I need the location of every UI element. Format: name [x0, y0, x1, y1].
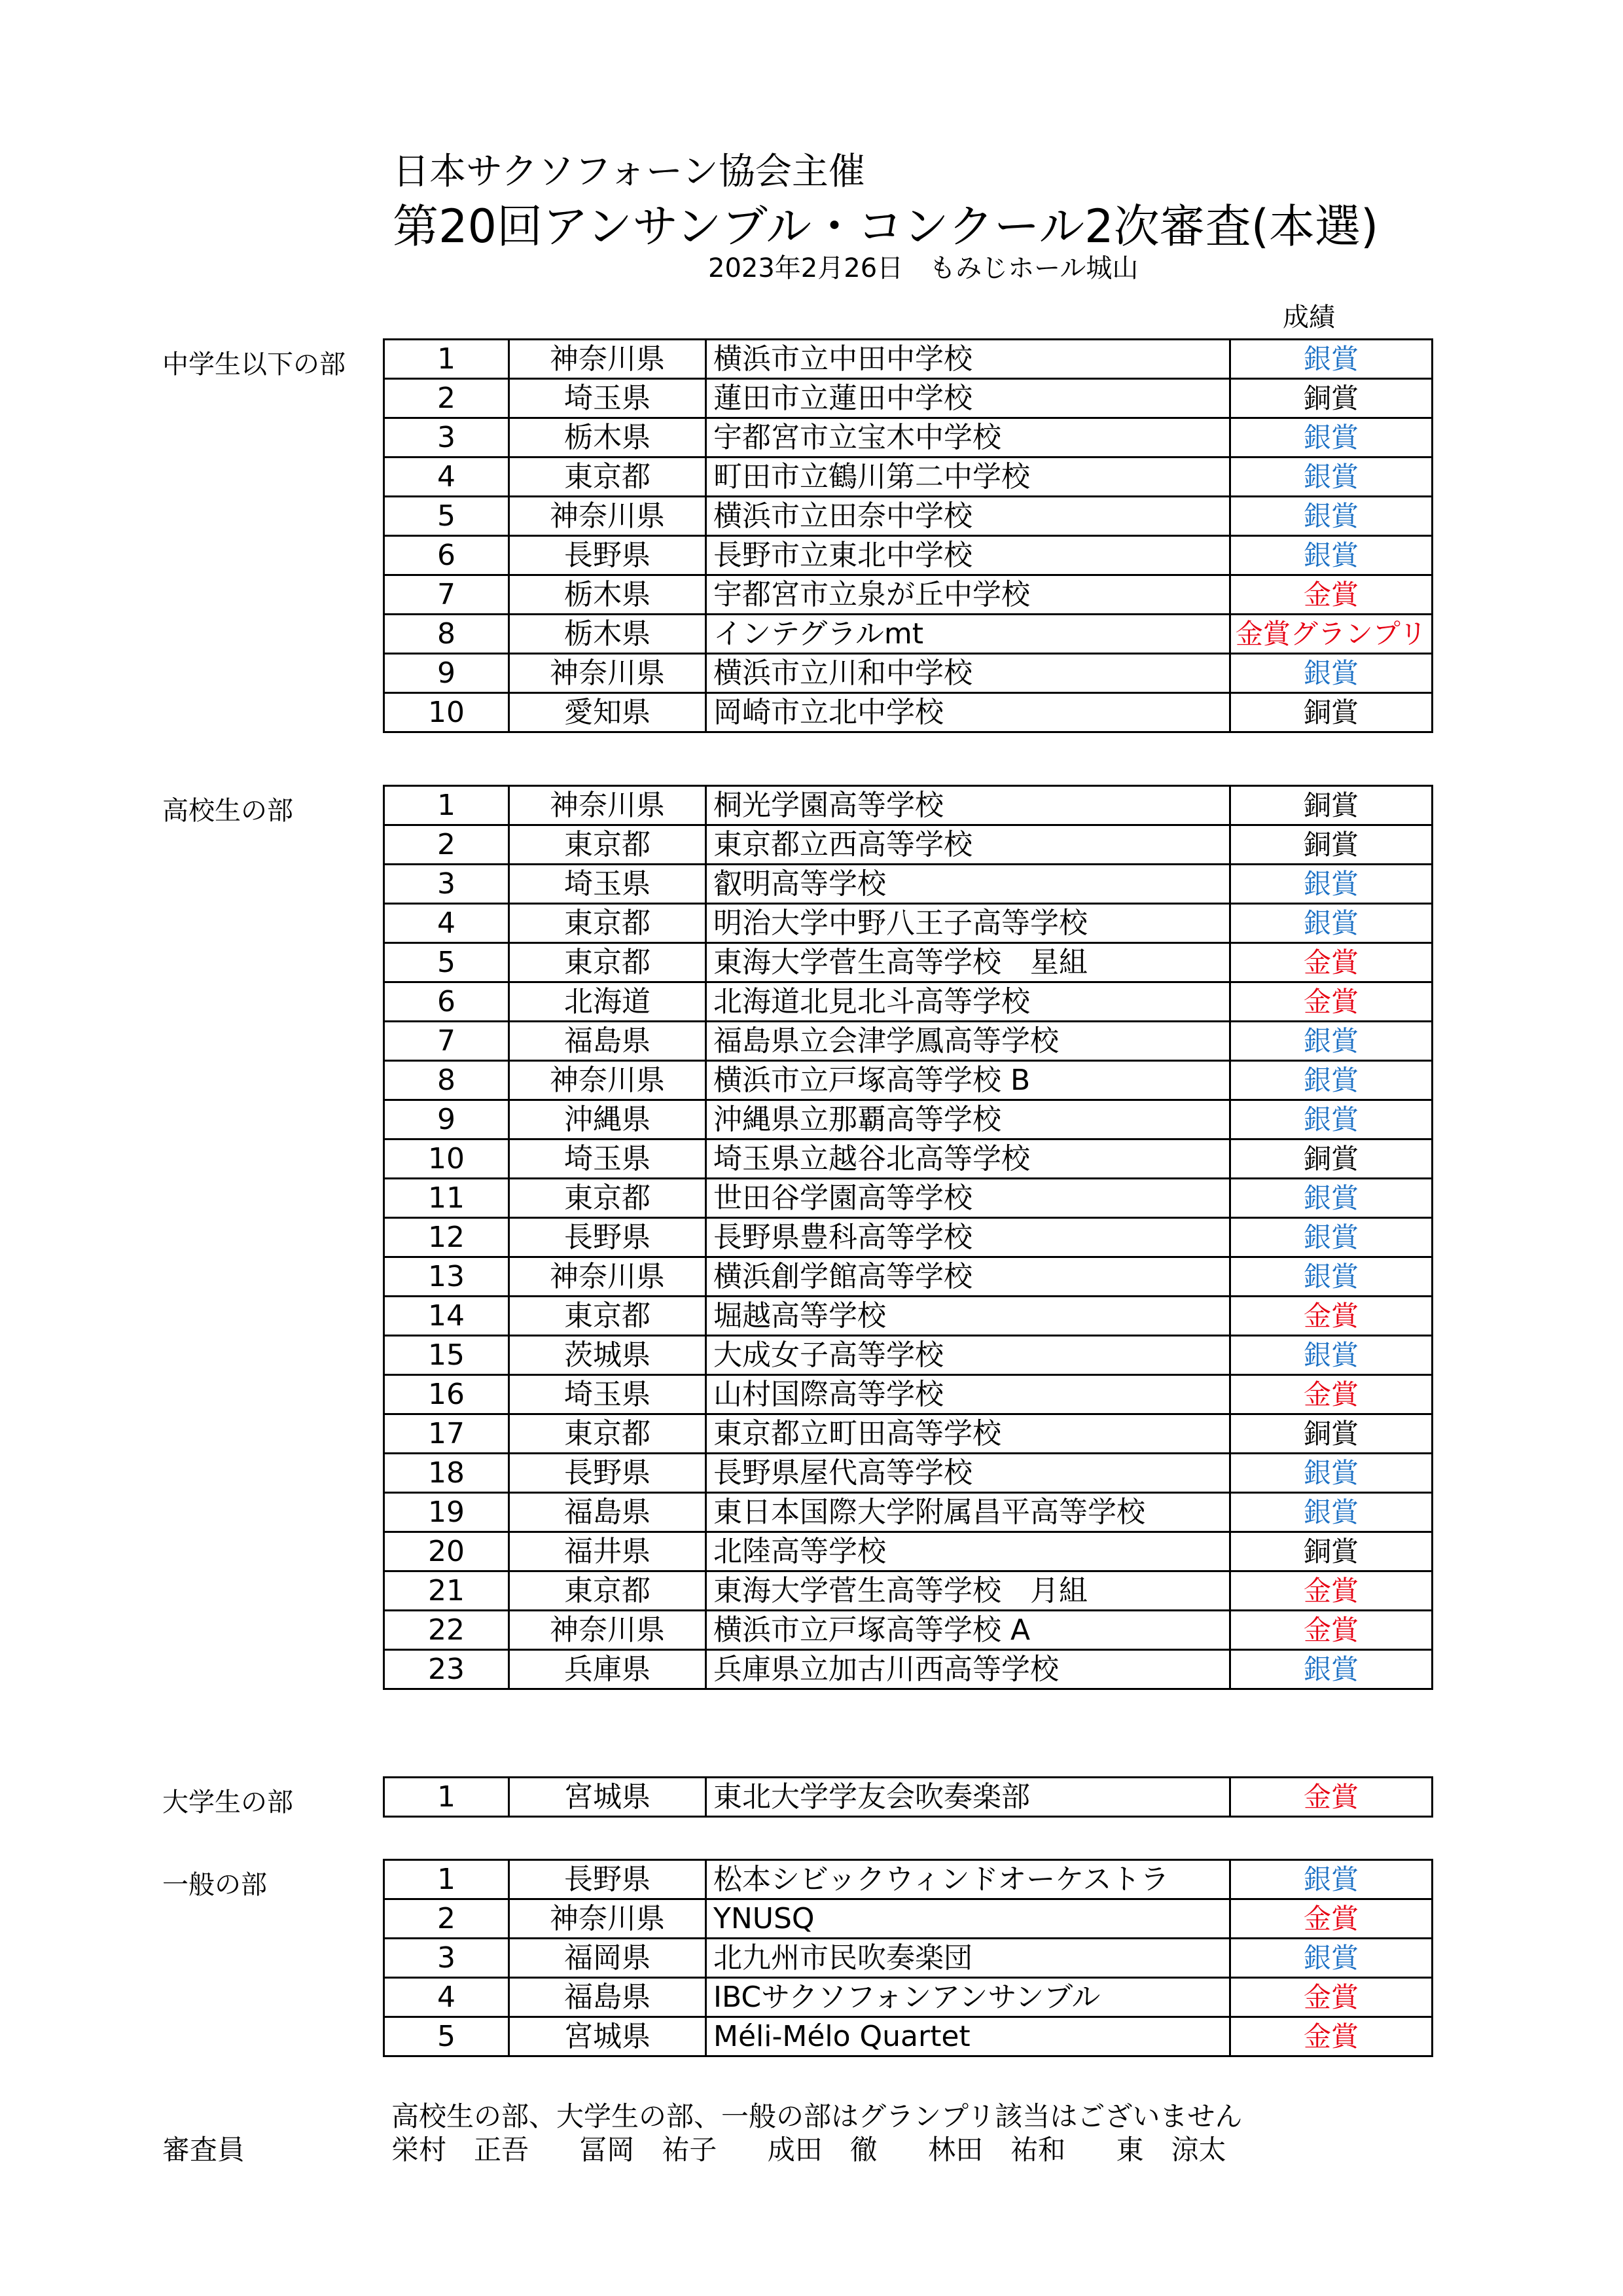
- entry-number: 8: [384, 615, 509, 654]
- entry-number: 23: [384, 1650, 509, 1689]
- table-row: [384, 904, 1433, 943]
- school-name-cell: 岡崎市立北中学校: [706, 693, 1230, 732]
- entry-number: 5: [384, 943, 509, 982]
- school-name-cell: YNUSQ: [706, 1899, 1230, 1939]
- school-name-cell: 北陸高等学校: [706, 1532, 1230, 1571]
- award-cell: 銅賞: [1230, 1139, 1433, 1179]
- school-name-cell: 東海大学菅生高等学校 星組: [706, 943, 1230, 982]
- school-name-cell: 東日本国際大学附属昌平高等学校: [706, 1493, 1230, 1532]
- award-cell: 銀賞: [1230, 418, 1433, 457]
- table-row: [384, 1778, 1433, 1817]
- table-row: [384, 1860, 1433, 1899]
- prefecture-cell: 栃木県: [509, 615, 706, 654]
- award-cell: 銀賞: [1230, 1860, 1433, 1899]
- school-name-cell: IBCサクソフォンアンサンブル: [706, 1978, 1230, 2017]
- entry-number: 2: [384, 379, 509, 418]
- award-cell: 銀賞: [1230, 1022, 1433, 1061]
- table-row: [384, 1571, 1433, 1611]
- school-name-cell: 町田市立鶴川第二中学校: [706, 457, 1230, 497]
- organizer-line: 日本サクソフォーン協会主催: [393, 151, 865, 193]
- award-cell: 金賞: [1230, 1978, 1433, 2017]
- prefecture-cell: 埼玉県: [509, 1139, 706, 1179]
- entry-number: 3: [384, 418, 509, 457]
- prefecture-cell: 埼玉県: [509, 379, 706, 418]
- table-row: [384, 536, 1433, 575]
- judges-label: 審査員: [162, 2134, 245, 2166]
- award-cell: 銀賞: [1230, 1493, 1433, 1532]
- table-row: [384, 982, 1433, 1022]
- award-cell: 金賞: [1230, 1297, 1433, 1336]
- table-row: [384, 1650, 1433, 1689]
- prefecture-cell: 神奈川県: [509, 1257, 706, 1297]
- table-row: [384, 654, 1433, 693]
- school-name-cell: 東北大学学友会吹奏楽部: [706, 1778, 1230, 1817]
- prefecture-cell: 東京都: [509, 1179, 706, 1218]
- table-row: [384, 457, 1433, 497]
- prefecture-cell: 福岡県: [509, 1939, 706, 1978]
- school-name-cell: 東海大学菅生高等学校 月組: [706, 1571, 1230, 1611]
- entry-number: 8: [384, 1061, 509, 1100]
- school-name-cell: 叡明高等学校: [706, 865, 1230, 904]
- entry-number: 5: [384, 497, 509, 536]
- prefecture-cell: 長野県: [509, 536, 706, 575]
- school-name-cell: 長野県屋代高等学校: [706, 1454, 1230, 1493]
- prefecture-cell: 栃木県: [509, 418, 706, 457]
- entry-number: 11: [384, 1179, 509, 1218]
- entry-number: 21: [384, 1571, 509, 1611]
- school-name-cell: 東京都立西高等学校: [706, 825, 1230, 865]
- school-name-cell: 長野市立東北中学校: [706, 536, 1230, 575]
- entry-number: 7: [384, 575, 509, 615]
- prefecture-cell: 沖縄県: [509, 1100, 706, 1139]
- entry-number: 19: [384, 1493, 509, 1532]
- school-name-cell: 横浜市立川和中学校: [706, 654, 1230, 693]
- award-cell: 金賞: [1230, 1571, 1433, 1611]
- school-name-cell: 長野県豊科高等学校: [706, 1218, 1230, 1257]
- grand-prix-note: 高校生の部、大学生の部、一般の部はグランプリ該当はございません: [391, 2100, 1243, 2132]
- award-cell: 金賞: [1230, 982, 1433, 1022]
- prefecture-cell: 福井県: [509, 1532, 706, 1571]
- results-table: [383, 1776, 1433, 1818]
- award-cell: 銅賞: [1230, 693, 1433, 732]
- award-cell: 銅賞: [1230, 786, 1433, 825]
- award-cell: 銀賞: [1230, 1454, 1433, 1493]
- award-cell: 銀賞: [1230, 1061, 1433, 1100]
- prefecture-cell: 宮城県: [509, 1778, 706, 1817]
- school-name-cell: 蓮田市立蓮田中学校: [706, 379, 1230, 418]
- prefecture-cell: 神奈川県: [509, 786, 706, 825]
- award-cell: 銀賞: [1230, 497, 1433, 536]
- award-cell: 銀賞: [1230, 904, 1433, 943]
- judge-name: 東 涼太: [1116, 2134, 1226, 2166]
- award-cell: 金賞: [1230, 943, 1433, 982]
- table-row: [384, 1179, 1433, 1218]
- table-row: [384, 1022, 1433, 1061]
- results-table: [383, 1859, 1433, 2057]
- prefecture-cell: 福島県: [509, 1493, 706, 1532]
- school-name-cell: 大成女子高等学校: [706, 1336, 1230, 1375]
- award-cell: 銀賞: [1230, 457, 1433, 497]
- prefecture-cell: 東京都: [509, 904, 706, 943]
- award-cell: 金賞: [1230, 1375, 1433, 1414]
- award-cell: 銀賞: [1230, 865, 1433, 904]
- table-row: [384, 943, 1433, 982]
- table-row: [384, 1611, 1433, 1650]
- prefecture-cell: 福島県: [509, 1978, 706, 2017]
- prefecture-cell: 栃木県: [509, 575, 706, 615]
- table-row: [384, 379, 1433, 418]
- entry-number: 1: [384, 1778, 509, 1817]
- table-row: [384, 575, 1433, 615]
- award-cell: 銅賞: [1230, 1414, 1433, 1454]
- award-cell: 銅賞: [1230, 1532, 1433, 1571]
- prefecture-cell: 東京都: [509, 943, 706, 982]
- prefecture-cell: 長野県: [509, 1860, 706, 1899]
- entry-number: 14: [384, 1297, 509, 1336]
- page-title: 第20回アンサンブル・コンクール2次審査(本選): [393, 200, 1379, 253]
- entry-number: 2: [384, 825, 509, 865]
- award-cell: 銅賞: [1230, 825, 1433, 865]
- section-label: 中学生以下の部: [162, 350, 346, 380]
- school-name-cell: 東京都立町田高等学校: [706, 1414, 1230, 1454]
- award-cell: 銅賞: [1230, 379, 1433, 418]
- award-cell: 銀賞: [1230, 1336, 1433, 1375]
- table-row: [384, 1218, 1433, 1257]
- entry-number: 9: [384, 1100, 509, 1139]
- prefecture-cell: 神奈川県: [509, 497, 706, 536]
- school-name-cell: 横浜市立中田中学校: [706, 340, 1230, 379]
- entry-number: 3: [384, 865, 509, 904]
- award-cell: 金賞: [1230, 1899, 1433, 1939]
- school-name-cell: 埼玉県立越谷北高等学校: [706, 1139, 1230, 1179]
- table-row: [384, 1336, 1433, 1375]
- table-row: [384, 615, 1433, 654]
- entry-number: 20: [384, 1532, 509, 1571]
- school-name-cell: 兵庫県立加古川西高等学校: [706, 1650, 1230, 1689]
- table-row: [384, 1375, 1433, 1414]
- prefecture-cell: 埼玉県: [509, 865, 706, 904]
- prefecture-cell: 神奈川県: [509, 1061, 706, 1100]
- table-row: [384, 865, 1433, 904]
- award-cell: 金賞: [1230, 1611, 1433, 1650]
- prefecture-cell: 宮城県: [509, 2017, 706, 2056]
- school-name-cell: インテグラルmt: [706, 615, 1230, 654]
- award-cell: 銀賞: [1230, 1100, 1433, 1139]
- results-table: [383, 338, 1433, 733]
- prefecture-cell: 愛知県: [509, 693, 706, 732]
- school-name-cell: 宇都宮市立宝木中学校: [706, 418, 1230, 457]
- judge-name: 栄村 正吾: [391, 2134, 529, 2166]
- table-row: [384, 825, 1433, 865]
- table-row: [384, 1493, 1433, 1532]
- award-cell: 銀賞: [1230, 654, 1433, 693]
- school-name-cell: 福島県立会津学鳳高等学校: [706, 1022, 1230, 1061]
- award-cell: 金賞: [1230, 575, 1433, 615]
- prefecture-cell: 長野県: [509, 1218, 706, 1257]
- table-row: [384, 1257, 1433, 1297]
- school-name-cell: 堀越高等学校: [706, 1297, 1230, 1336]
- table-row: [384, 418, 1433, 457]
- table-row: [384, 1454, 1433, 1493]
- entry-number: 15: [384, 1336, 509, 1375]
- school-name-cell: 横浜市立戸塚高等学校 B: [706, 1061, 1230, 1100]
- entry-number: 1: [384, 1860, 509, 1899]
- table-row: [384, 1297, 1433, 1336]
- table-row: [384, 1978, 1433, 2017]
- entry-number: 10: [384, 1139, 509, 1179]
- entry-number: 1: [384, 340, 509, 379]
- table-row: [384, 1939, 1433, 1978]
- prefecture-cell: 兵庫県: [509, 1650, 706, 1689]
- results-table: [383, 785, 1433, 1690]
- school-name-cell: 北九州市民吹奏楽団: [706, 1939, 1230, 1978]
- entry-number: 9: [384, 654, 509, 693]
- award-cell: 金賞: [1230, 1778, 1433, 1817]
- school-name-cell: 横浜市立戸塚高等学校 A: [706, 1611, 1230, 1650]
- school-name-cell: 宇都宮市立泉が丘中学校: [706, 575, 1230, 615]
- entry-number: 1: [384, 786, 509, 825]
- award-cell: 銀賞: [1230, 340, 1433, 379]
- award-cell: 金賞グランプリ: [1230, 615, 1433, 654]
- section-label: 一般の部: [162, 1870, 267, 1900]
- table-row: [384, 1532, 1433, 1571]
- prefecture-cell: 茨城県: [509, 1336, 706, 1375]
- date-venue: 2023年2月26日 もみじホール城山: [708, 253, 1139, 283]
- result-column-header: 成績: [1283, 302, 1335, 332]
- entry-number: 16: [384, 1375, 509, 1414]
- prefecture-cell: 東京都: [509, 1571, 706, 1611]
- entry-number: 17: [384, 1414, 509, 1454]
- prefecture-cell: 神奈川県: [509, 1611, 706, 1650]
- prefecture-cell: 神奈川県: [509, 654, 706, 693]
- school-name-cell: 沖縄県立那覇高等学校: [706, 1100, 1230, 1139]
- entry-number: 6: [384, 982, 509, 1022]
- prefecture-cell: 東京都: [509, 825, 706, 865]
- school-name-cell: 桐光学園高等学校: [706, 786, 1230, 825]
- section-label: 高校生の部: [162, 796, 293, 826]
- prefecture-cell: 東京都: [509, 1297, 706, 1336]
- judge-name: 成田 徹: [767, 2134, 878, 2166]
- entry-number: 13: [384, 1257, 509, 1297]
- entry-number: 22: [384, 1611, 509, 1650]
- entry-number: 6: [384, 536, 509, 575]
- award-cell: 金賞: [1230, 2017, 1433, 2056]
- prefecture-cell: 神奈川県: [509, 340, 706, 379]
- table-row: [384, 1100, 1433, 1139]
- entry-number: 3: [384, 1939, 509, 1978]
- award-cell: 銀賞: [1230, 1257, 1433, 1297]
- prefecture-cell: 長野県: [509, 1454, 706, 1493]
- school-name-cell: Méli-Mélo Quartet: [706, 2017, 1230, 2056]
- prefecture-cell: 福島県: [509, 1022, 706, 1061]
- award-cell: 銀賞: [1230, 1218, 1433, 1257]
- table-row: [384, 1899, 1433, 1939]
- entry-number: 4: [384, 904, 509, 943]
- school-name-cell: 横浜市立田奈中学校: [706, 497, 1230, 536]
- prefecture-cell: 埼玉県: [509, 1375, 706, 1414]
- judge-name: 冨岡 祐子: [579, 2134, 717, 2166]
- section-label: 大学生の部: [162, 1787, 293, 1818]
- school-name-cell: 明治大学中野八王子高等学校: [706, 904, 1230, 943]
- entry-number: 18: [384, 1454, 509, 1493]
- table-row: [384, 786, 1433, 825]
- judges-list: [391, 2128, 1268, 2168]
- prefecture-cell: 北海道: [509, 982, 706, 1022]
- award-cell: 銀賞: [1230, 1179, 1433, 1218]
- table-row: [384, 340, 1433, 379]
- prefecture-cell: 神奈川県: [509, 1899, 706, 1939]
- entry-number: 7: [384, 1022, 509, 1061]
- judge-name: 林田 祐和: [928, 2134, 1066, 2166]
- table-row: [384, 1139, 1433, 1179]
- entry-number: 2: [384, 1899, 509, 1939]
- entry-number: 5: [384, 2017, 509, 2056]
- table-row: [384, 2017, 1433, 2056]
- entry-number: 4: [384, 1978, 509, 2017]
- table-row: [384, 1414, 1433, 1454]
- school-name-cell: 松本シビックウィンドオーケストラ: [706, 1860, 1230, 1899]
- award-cell: 銀賞: [1230, 536, 1433, 575]
- school-name-cell: 山村国際高等学校: [706, 1375, 1230, 1414]
- school-name-cell: 横浜創学館高等学校: [706, 1257, 1230, 1297]
- table-row: [384, 497, 1433, 536]
- award-cell: 銀賞: [1230, 1650, 1433, 1689]
- entry-number: 4: [384, 457, 509, 497]
- entry-number: 10: [384, 693, 509, 732]
- school-name-cell: 北海道北見北斗高等学校: [706, 982, 1230, 1022]
- table-row: [384, 1061, 1433, 1100]
- prefecture-cell: 東京都: [509, 1414, 706, 1454]
- award-cell: 銀賞: [1230, 1939, 1433, 1978]
- table-row: [384, 693, 1433, 732]
- prefecture-cell: 東京都: [509, 457, 706, 497]
- entry-number: 12: [384, 1218, 509, 1257]
- school-name-cell: 世田谷学園高等学校: [706, 1179, 1230, 1218]
